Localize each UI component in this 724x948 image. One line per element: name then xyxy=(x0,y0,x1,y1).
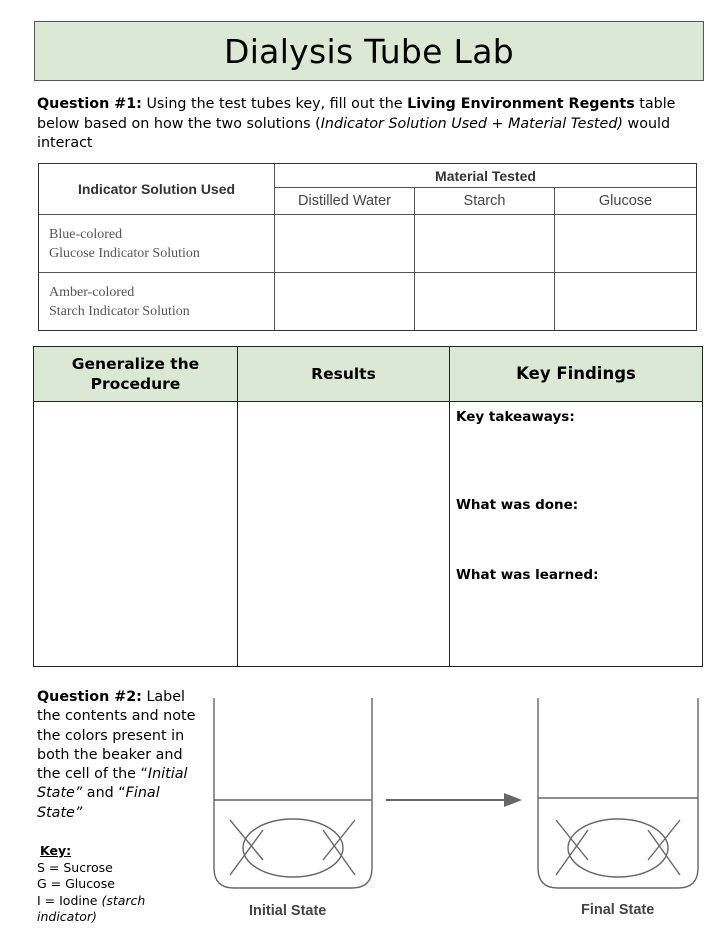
procedure-header: Generalize the Procedure xyxy=(34,347,237,402)
key-item-iodine: I = Iodine (starch indicator) xyxy=(37,892,146,924)
final-state-label: Final State xyxy=(581,902,655,918)
question-1-bold-term: Living Environment Regents xyxy=(407,96,635,112)
question-1 xyxy=(37,95,709,154)
initial-dialysis-cell xyxy=(243,819,343,877)
question-1-text-b: table below based on how the two solutions ( xyxy=(37,96,676,132)
question-1-text-c: would interact xyxy=(37,115,671,151)
key-item-sucrose: S = Sucrose xyxy=(37,859,113,875)
material-distilled-water: Distilled Water xyxy=(275,188,415,215)
key-findings-column[interactable] xyxy=(450,347,702,666)
regents-table xyxy=(38,163,697,331)
material-starch: Starch xyxy=(415,188,555,215)
question-2: Question #2: Label the contents and note the colors present in both the beaker and the cell of the “Initial State” and “Final State” xyxy=(37,689,196,821)
answer-cell[interactable] xyxy=(555,273,696,330)
material-header: Material Tested xyxy=(275,164,696,188)
answer-cell[interactable] xyxy=(275,215,415,273)
answer-cell[interactable] xyxy=(275,273,415,330)
what-was-done-label: What was done: xyxy=(456,497,579,513)
initial-beaker-outline xyxy=(214,698,372,888)
title-banner xyxy=(34,21,704,81)
beaker-diagram xyxy=(200,690,700,935)
row-label-glucose-indicator: Blue-colored Glucose Indicator Solution xyxy=(39,215,275,273)
answer-cell[interactable] xyxy=(555,215,696,273)
procedure-table xyxy=(33,346,703,667)
key-legend xyxy=(37,843,207,926)
what-was-learned-label: What was learned: xyxy=(456,567,599,583)
question-2-label: Question #2: xyxy=(37,689,142,705)
procedure-column[interactable] xyxy=(34,347,238,666)
answer-cell[interactable] xyxy=(415,215,555,273)
question-1-text-a: Using the test tubes key, fill out the xyxy=(141,96,408,112)
initial-state-label: Initial State xyxy=(249,903,327,919)
row-label-starch-indicator: Amber-colored Starch Indicator Solution xyxy=(39,273,275,330)
key-title: Key: xyxy=(40,843,72,858)
key-takeaways-label: Key takeaways: xyxy=(456,409,575,425)
question-1-label: Question #1: xyxy=(37,96,142,112)
key-findings-header: Key Findings xyxy=(450,347,702,402)
key-item-glucose: G = Glucose xyxy=(37,876,115,891)
indicator-header: Indicator Solution Used xyxy=(39,164,275,215)
material-glucose: Glucose xyxy=(555,188,696,215)
page-title: Dialysis Tube Lab xyxy=(224,31,514,71)
answer-cell[interactable] xyxy=(415,273,555,330)
arrow-icon xyxy=(504,793,522,807)
results-column[interactable] xyxy=(238,347,450,666)
results-header: Results xyxy=(238,347,449,402)
final-dialysis-cell xyxy=(568,819,668,877)
final-beaker-outline xyxy=(538,698,698,888)
question-1-italic-term: Indicator Solution Used + Material Tested) xyxy=(320,115,623,132)
